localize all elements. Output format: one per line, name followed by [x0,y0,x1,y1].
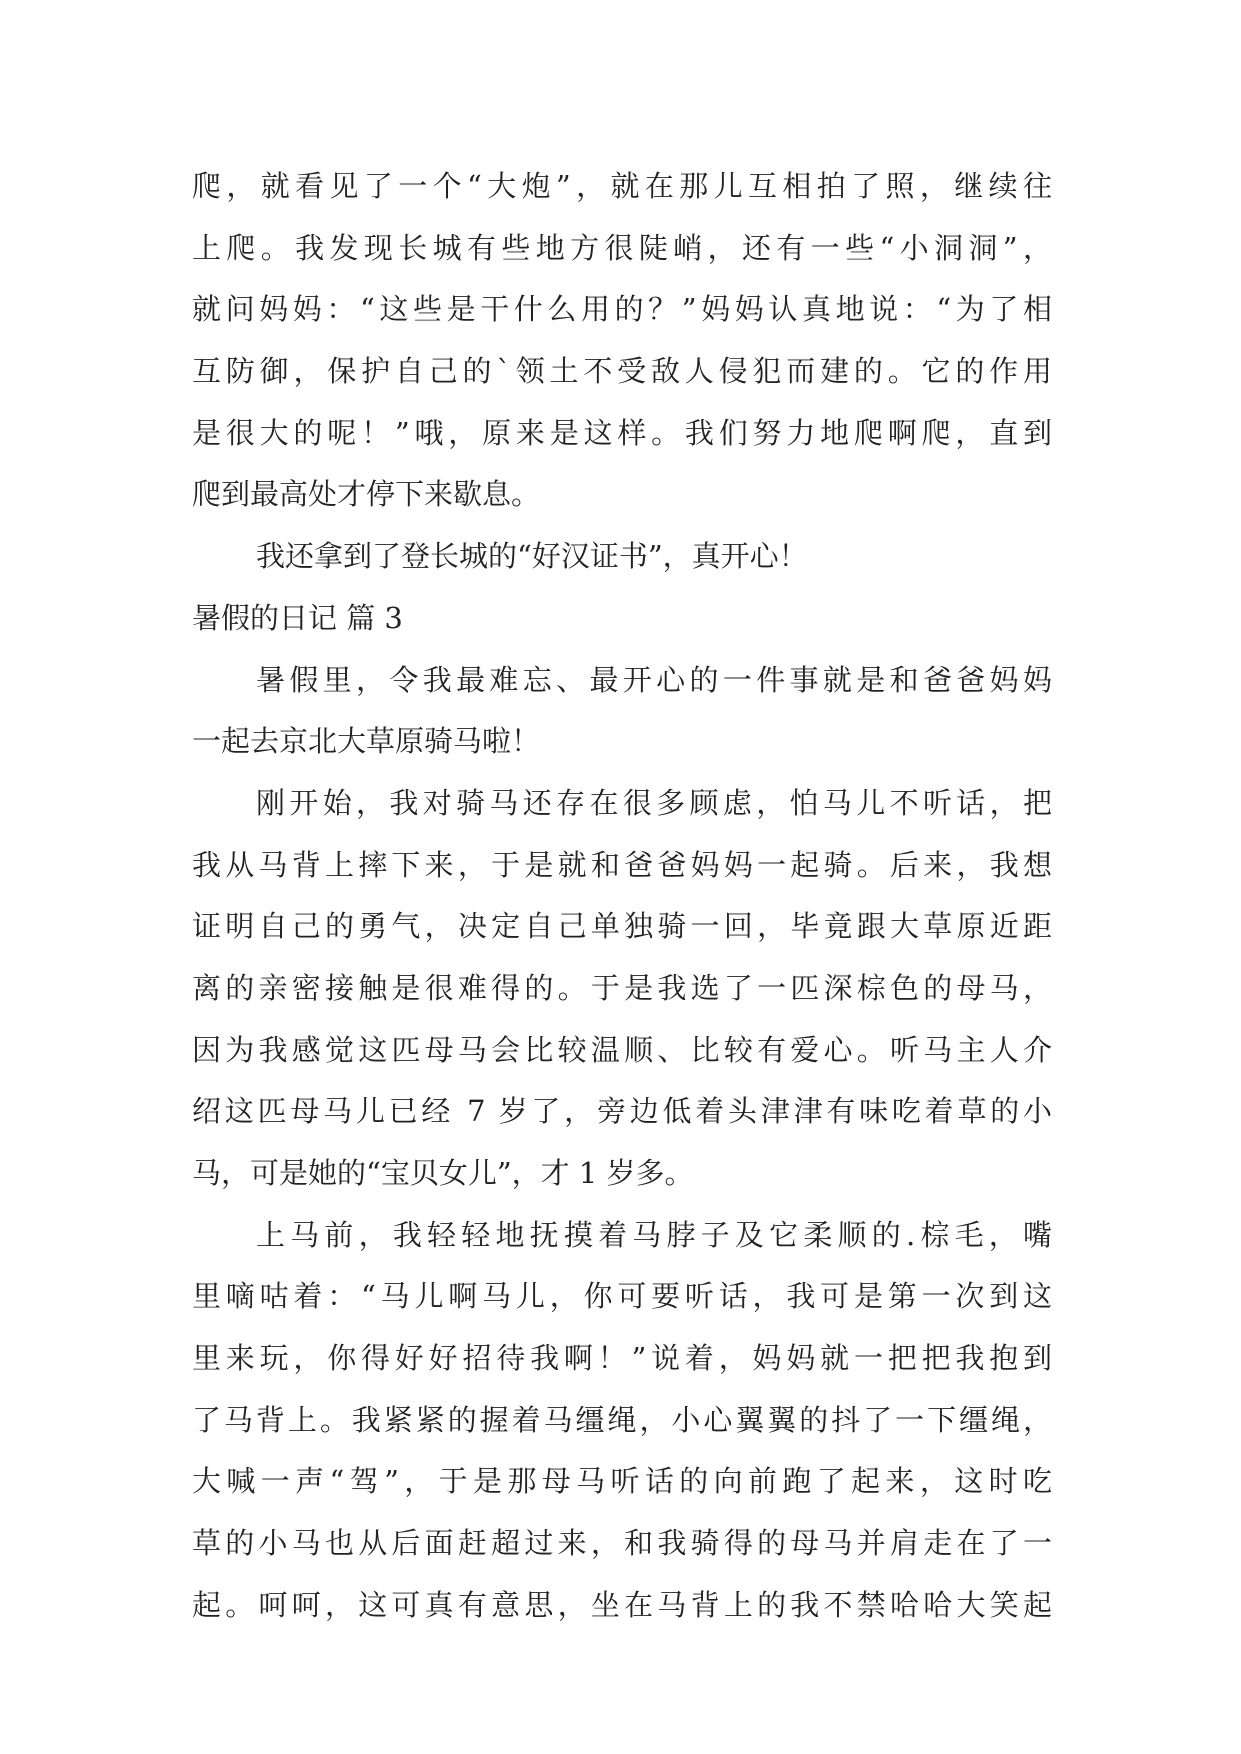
document-body [192,156,1052,1637]
text-line: 我从马背上摔下来，于是就和爸爸妈妈一起骑。后来，我想 [192,847,1052,882]
text-line: 草的小马也从后面赶超过来，和我骑得的母马并肩走在了一 [192,1526,1052,1561]
text-line: 绍这匹母马儿已经 7 岁了，旁边低着头津津有味吃着草的小 [192,1094,1052,1129]
text-line: 里来玩，你得好好招待我啊！”说着，妈妈就一把把我抱到 [192,1341,1052,1376]
text-line: 是很大的呢！”哦，原来是这样。我们努力地爬啊爬，直到 [192,415,1052,450]
section-heading: 暑假的日记 篇 3 [192,600,403,635]
text-line: 爬到最高处才停下来歇息。 [192,477,541,512]
text-line: 刚开始，我对骑马还存在很多顾虑，怕马儿不听话，把 [256,785,1052,820]
text-line: 起。呵呵，这可真有意思，坐在马背上的我不禁哈哈大笑起 [192,1587,1052,1622]
text-line: 了马背上。我紧紧的握着马缰绳，小心翼翼的抖了一下缰绳， [192,1402,1052,1437]
text-line: 马，可是她的“宝贝女儿”，才 1 岁多。 [192,1156,694,1190]
text-line: 大喊一声“驾”，于是那母马听话的向前跑了起来，这时吃 [192,1464,1052,1499]
text-line: 爬，就看见了一个“大炮”，就在那儿互相拍了照，继续往 [192,169,1052,203]
text-line: 证明自己的勇气，决定自己单独骑一回，毕竟跟大草原近距 [192,909,1052,944]
text-line: 离的亲密接触是很难得的。于是我选了一匹深棕色的母马， [192,970,1052,1005]
text-line: 上马前，我轻轻地抚摸着马脖子及它柔顺的.棕毛，嘴 [256,1217,1052,1252]
text-line: 就问妈妈：“这些是干什么用的？”妈妈认真地说：“为了相 [192,292,1052,327]
text-line: 里嘀咕着：“马儿啊马儿，你可要听话，我可是第一次到这 [192,1279,1052,1314]
text-line: 我还拿到了登长城的“好汉证书”，真开心！ [256,539,808,574]
text-line: 上爬。我发现长城有些地方很陡峭，还有一些“小洞洞”， [192,230,1052,265]
text-line: 互防御，保护自己的`领土不受敌人侵犯而建的。它的作用 [192,354,1052,389]
text-line: 因为我感觉这匹母马会比较温顺、比较有爱心。听马主人介 [192,1032,1052,1067]
text-line: 一起去京北大草原骑马啦！ [192,724,541,759]
text-line: 暑假里，令我最难忘、最开心的一件事就是和爸爸妈妈 [256,662,1052,697]
